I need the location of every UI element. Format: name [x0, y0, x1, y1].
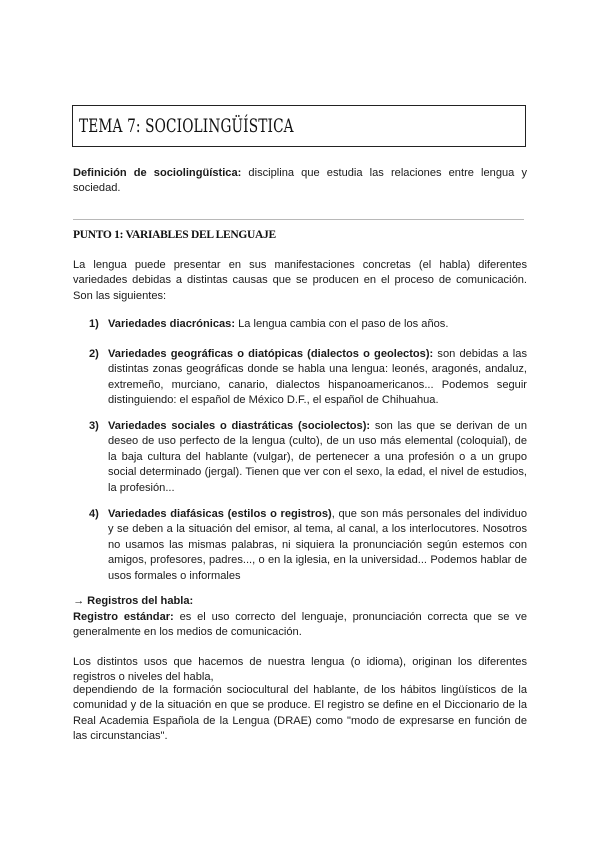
page-title: TEMA 7: SOCIOLINGÜÍSTICA [79, 115, 294, 137]
list-item-term: Variedades diafásicas (estilos o registros) [108, 508, 332, 520]
list-item-term: Variedades geográficas o diatópicas (dialectos o geolectos): [108, 348, 434, 360]
list-item-text: , que son más personales del individuo y se deben a la situación del emisor, al tema, al canal, a los interlocutores. Nosotros no usamos las mismas palabras, ni siquiera la pronunciación según estemos con amigos, profesores, padres..., o en la iglesia, en la universidad... Podemos hablar de usos formales o informales [108, 508, 528, 582]
horizontal-divider [73, 219, 524, 220]
title-box [72, 105, 526, 147]
list-item-text: La lengua cambia con el paso de los años. [235, 318, 449, 330]
registro-estandar-term: Registro estándar: [73, 611, 174, 623]
list-item-term: Variedades diacrónicas: [108, 318, 236, 330]
list-item-number: 4) [89, 508, 99, 520]
definition-paragraph [73, 166, 527, 197]
list-item-number: 1) [89, 318, 99, 330]
list-item [89, 419, 527, 496]
registro-definition-paragraph: dependiendo de la formación sociocultural del hablante, de los hábitos lingüísticos de la comunidad y de la situación en que se produce. El registro se define en el Diccionario de la Real Academia Española de la Lengua (DRAE) como "modo de expresarse en función de las circunstancias". [73, 684, 527, 743]
definition-term: Definición de sociolingüística: [73, 167, 242, 179]
registro-estandar-text: es el uso correcto del lenguaje, pronunciación correcta que se ve generalmente en los medios de comunicación. [73, 611, 527, 639]
list-item-text: son debidas a las distintas zonas geográficas donde se habla una lengua: leonés, aragonés, andaluz, extremeño, murciano, canario, dialectos hispanoamericanos... Podemos seguir distinguiendo: el español de México D.F., el español de Chihuahua. [108, 348, 527, 407]
list-item-number: 2) [89, 348, 99, 360]
usos-paragraph: Los distintos usos que hacemos de nuestra lengua (o idioma), originan los diferentes registros o niveles del habla, [73, 656, 527, 684]
list-item-term: Variedades sociales o diastráticas (sociolectos): [108, 420, 371, 432]
registro-estandar-paragraph [73, 610, 527, 641]
intro-paragraph: La lengua puede presentar en sus manifestaciones concretas (el habla) diferentes variedades debidas a distintas causas que se producen en el proceso de comunicación. Son las siguientes: [73, 259, 527, 302]
list-item [89, 507, 528, 584]
list-item [89, 347, 527, 409]
list-item [89, 317, 527, 332]
list-item-number: 3) [89, 420, 99, 432]
list-item-text: son las que se derivan de un deseo de uso perfecto de la lengua (culto), de un uso más elemental (coloquial), de la baja cultura del hablante (vulgar), de pertenecer a una profesión o a un grupo social determinado (jergal). Tienen que ver con el sexo, la edad, el nivel de estudios, la profesión... [108, 420, 527, 494]
definition-text: disciplina que estudia las relaciones entre lengua y sociedad. [73, 167, 528, 195]
registros-heading: → Registros del habla: [73, 595, 194, 607]
section-heading: PUNTO 1: VARIABLES DEL LENGUAJE [73, 229, 276, 241]
